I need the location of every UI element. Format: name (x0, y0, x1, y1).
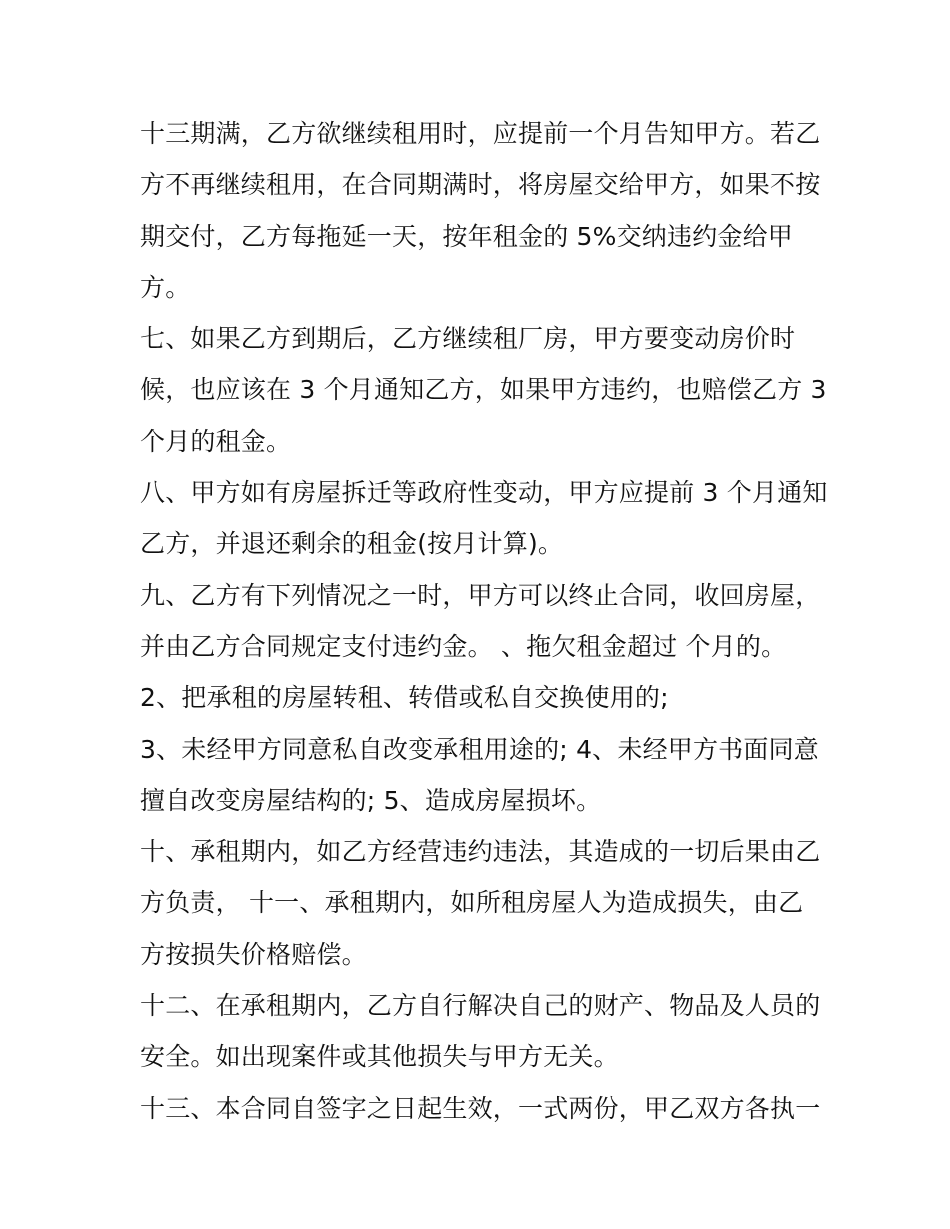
text-line: 十三、本合同自签字之日起生效，一式两份，甲乙双方各执一 (140, 1093, 821, 1123)
text-line: 十三期满，乙方欲继续租用时，应提前一个月告知甲方。若乙 (140, 119, 821, 148)
text-line: 个月的租金。 (140, 426, 292, 456)
text-line: 十二、在承租期内，乙方自行解决自己的财产、物品及人员的 (140, 991, 821, 1021)
text-line: 方负责， 十一、承租期内，如所租房屋人为造成损失，由乙 (140, 888, 804, 918)
text-line: 方。 (140, 272, 191, 302)
text-line: 方按损失价格赔偿。 (140, 939, 367, 969)
text-line: 方不再继续租用，在合同期满时，将房屋交给甲方，如果不按 (140, 170, 821, 200)
text-line: 七、如果乙方到期后，乙方继续租厂房，甲方要变动房价时 (140, 324, 796, 354)
text-line: 十、承租期内，如乙方经营违约违法，其造成的一切后果由乙 (140, 837, 821, 867)
text-line: 八、甲方如有房屋拆迁等政府性变动，甲方应提前 3 个月通知 (140, 478, 828, 508)
text-line: 乙方，并退还剩余的租金(按月计算)。 (140, 529, 564, 559)
document-body (140, 108, 828, 1134)
text-line: 3、未经甲方同意私自改变承租用途的; 4、未经甲方书面同意 (140, 734, 819, 764)
text-line: 候，也应该在 3 个月通知乙方，如果甲方违约，也赔偿乙方 3 (140, 375, 827, 405)
text-line: 九、乙方有下列情况之一时，甲方可以终止合同，收回房屋， (140, 580, 821, 610)
text-line: 2、把承租的房屋转租、转借或私自交换使用的; (140, 683, 669, 713)
text-line: 安全。如出现案件或其他损失与甲方无关。 (140, 1042, 619, 1072)
text-line: 擅自改变房屋结构的; 5、造成房屋损坏。 (140, 785, 602, 815)
text-line: 并由乙方合同规定支付违约金。 、拖欠租金超过 个月的。 (140, 631, 787, 661)
text-line: 期交付，乙方每拖延一天，按年租金的 5%交纳违约金给甲 (140, 221, 794, 251)
